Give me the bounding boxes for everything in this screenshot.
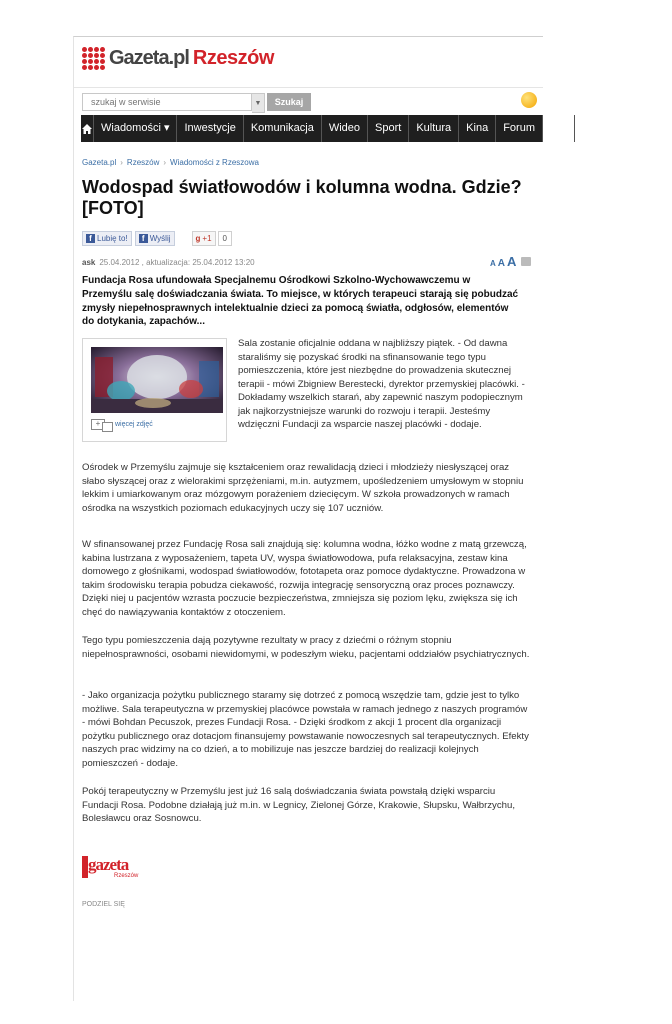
- more-photos-label: więcej zdjęć: [115, 421, 153, 428]
- article-title: Wodospad światłowodów i kolumna wodna. Gdzie? [FOTO]: [82, 177, 522, 218]
- logo-dots-icon: [82, 47, 105, 70]
- more-photos-link[interactable]: [91, 419, 153, 430]
- article-paragraph: - Jako organizacja pożytku publicznego staramy się dotrzeć z pomocą wszędzie tam, gdzie jest to tylko możliwe. Sala terapeutyczna w przemyskiej placówce powstała w ramach jednego z naszych programów - mówi Bohdan Pecuszok, prezes Fundacji Rosa. - Dzięki środkom z akcji 1 procent dla organizacji pożytku publicznego oraz dotacjom finansujemy powstawanie nowoczesnych sal terapeutycznych. Efekty naszych prac widzimy na co dzień, a to mobilizuje nas jeszcze bardziej do realizacji kolejnych pomieszczeń - dodaje.: [82, 690, 529, 769]
- search-button[interactable]: Szukaj: [267, 93, 311, 111]
- nav-item-forum[interactable]: Forum: [496, 115, 543, 142]
- breadcrumb-item[interactable]: Rzeszów: [126, 158, 160, 167]
- nav-item-kina[interactable]: Kina: [459, 115, 496, 142]
- search-input[interactable]: [82, 93, 252, 111]
- gallery-icon: +: [91, 419, 105, 430]
- facebook-like-button[interactable]: [82, 231, 132, 246]
- font-large-button[interactable]: A: [507, 254, 517, 269]
- search-bar: [82, 93, 311, 113]
- breadcrumb-item[interactable]: Gazeta.pl: [82, 158, 117, 167]
- main-nav: [81, 115, 568, 142]
- article-author: ask: [82, 258, 96, 267]
- breadcrumb-separator: ›: [163, 158, 167, 167]
- article-paragraph: Ośrodek w Przemyślu zajmuje się kształceniem oraz rewalidacją dzieci i młodzieży niesłyszącej oraz słabo słyszącej oraz z wielorakimi sprzężeniami, m.in. autyzmem, upośledzeniem umysłowym w stopniu lekkim i umiarkowanym oraz mózgowym porażeniem dziecięcym. W szkoła prowadzonych w ramach ośrodka na wszystkich poziomach edukacyjnych uczy się 107 uczniów.: [82, 462, 524, 514]
- search-scope-dropdown[interactable]: [252, 93, 265, 113]
- nav-item-komunikacja[interactable]: Komunikacja: [244, 115, 322, 142]
- weather-sun-icon[interactable]: [521, 92, 537, 108]
- article-paragraph: Sala zostanie oficjalnie oddana w najbliższy piątek. - Od dawna staraliśmy się pozyskać środki na sfinansowanie tego typu pomieszczenia, które jest niezbędne do prowadzenia skutecznej terapii - mówi Zbigniew Berestecki, dyrektor przemyskiej placówki. - Dokładamy wszelkich starań, aby zapewnić naszym podopiecznym jak najkorzystniejsze warunki do rozwoju i terapii. Jesteśmy wdzięczni Fundacji za wsparcie naszej placówki - dodaje.: [238, 338, 525, 430]
- print-icon[interactable]: [521, 257, 531, 266]
- nav-item-sport[interactable]: Sport: [368, 115, 409, 142]
- breadcrumb-item[interactable]: Wiadomości z Rzeszowa: [170, 158, 259, 167]
- nav-item-wideo[interactable]: Wideo: [322, 115, 368, 142]
- facebook-icon: f: [139, 234, 148, 243]
- home-button[interactable]: [81, 115, 94, 142]
- home-icon: [81, 123, 93, 135]
- header-divider: [74, 87, 543, 88]
- logo-gazeta-text: Gazeta.pl: [109, 47, 189, 69]
- site-logo[interactable]: [82, 47, 274, 70]
- article-paragraph: Tego typu pomieszczenia dają pozytywne rezultaty w pracy z dziećmi o różnym stopniu niepełnosprawności, osobami niewidomymi, w podeszłym wieku, pacjentami oddziałów psychiatrycznych.: [82, 635, 530, 660]
- google-plus-icon: g: [195, 234, 201, 243]
- facebook-icon: f: [86, 234, 95, 243]
- share-label[interactable]: PODZIEL SIĘ: [82, 901, 125, 908]
- google-plus-label: +1: [202, 234, 212, 243]
- breadcrumb: [82, 158, 259, 167]
- page: [73, 36, 568, 1001]
- google-plus-count: 0: [218, 231, 232, 246]
- social-buttons: [82, 231, 232, 246]
- google-plus-button[interactable]: [192, 231, 216, 246]
- nav-item-inwestycje[interactable]: Inwestycje: [177, 115, 243, 142]
- footer-logo-text: gazeta: [88, 855, 129, 874]
- font-size-controls: [490, 254, 531, 269]
- article-meta: [82, 258, 255, 267]
- footer-logo[interactable]: [82, 855, 142, 879]
- nav-item-wiadomosci[interactable]: Wiadomości ▾: [94, 115, 177, 142]
- article-photo[interactable]: [91, 347, 223, 413]
- logo-city-text: Rzeszów: [192, 47, 274, 69]
- article-paragraph: Pokój terapeutyczny w Przemyślu jest już 16 salą doświadczania świata powstałą dzięki wsparciu Fundacji Rosa. Podobne działają już m.in. w Legnicy, Zielonej Górze, Krakowie, Słupsku, Wałbrzychu, Bolesławcu oraz Sosnowcu.: [82, 786, 515, 824]
- article-date: 25.04.2012 , aktualizacja: 25.04.2012 13:20: [99, 258, 255, 267]
- facebook-send-button[interactable]: [135, 231, 175, 246]
- facebook-send-label: Wyślij: [149, 234, 171, 243]
- footer-logo-city: Rzeszów: [114, 873, 139, 879]
- breadcrumb-separator: ›: [120, 158, 123, 167]
- article-lead: Fundacja Rosa ufundowała Specjalnemu Ośrodkowi Szkolno-Wychowawczemu w Przemyślu salę doświadczania świata. To miejsce, w których terapeuci starają się pobudzać zmysły niepełnosprawnych intelektualnie dzieci za pomocą światła, odgłosów, elementów do dotykania, zapachów...: [82, 275, 519, 328]
- font-medium-button[interactable]: A: [497, 258, 506, 269]
- facebook-like-label: Lubię to!: [97, 234, 128, 243]
- chevron-down-icon: ▼: [254, 99, 262, 107]
- article-paragraph: W sfinansowanej przez Fundację Rosa sali znajdują się: kolumna wodna, łóżko wodne z matą grzewczą, kabina lustrzana z wyposażeniem, tapeta UV, wyspa światłowodowa, pufa relaksacyjna, zestaw kina domowego z głośnikami, wodospad światłowodów, fototapeta oraz pomoce dydaktyczne. Prowadzona w takim środowisku terapia pobudza ciekawość, rozwija integrację sensoryczną oraz proces poznawczy. Dzięki niej u pacjentów wzrasta poczucie bezpieczeństwa, zmniejsza się poziom lęku, zwiększa się ich chęć do nawiązywania kontaktów z otoczeniem.: [82, 539, 527, 618]
- nav-item-kultura[interactable]: Kultura: [409, 115, 459, 142]
- font-small-button[interactable]: A: [490, 259, 496, 268]
- photo-gallery-box: [82, 338, 227, 442]
- nav-item-ogloszenia[interactable]: Ogł: [543, 115, 575, 142]
